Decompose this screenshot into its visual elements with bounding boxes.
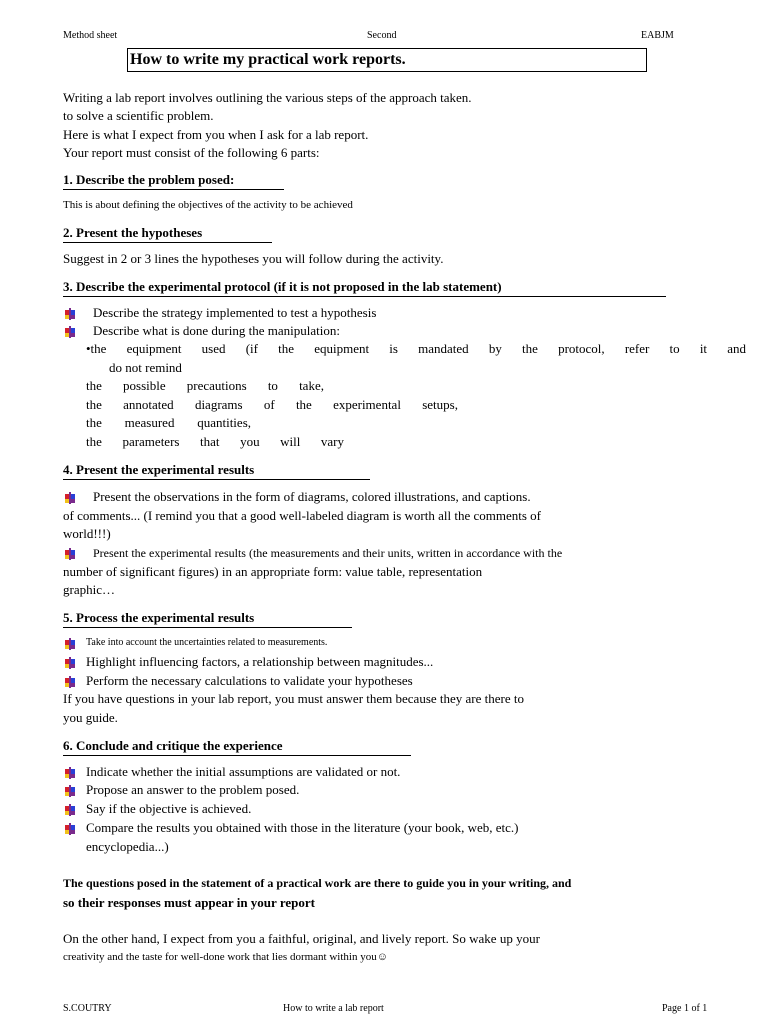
s3-sub-2: the possible precautions to take, [86, 378, 324, 393]
s5-text-1: If you have questions in your lab report, you must answer them because they are there to [63, 691, 524, 706]
bullet-icon [64, 548, 76, 560]
section-3-heading: 3. Describe the experimental protocol (if it is not proposed in the lab statement) [63, 279, 666, 297]
section-5-heading: 5. Process the experimental results [63, 610, 352, 628]
s3-bullet-1: Describe the strategy implemented to test a hypothesis [93, 305, 377, 320]
s4-bullet-2-line-2: number of significant figures) in an appropriate form: value table, representation [63, 564, 483, 579]
bullet-icon [64, 308, 76, 320]
s4-bullet-2-line-1: Present the experimental results (the measurements and their units, written in accordance with the [93, 546, 563, 560]
s5-bullet-1: Take into account the uncertainties related to measurements. [86, 637, 328, 648]
s3-sub-5: the parameters that you will vary [86, 434, 344, 449]
s4-bullet-1-line-3: world!!!) [63, 526, 111, 541]
header-center: Second [367, 30, 397, 41]
closing-line-2: creativity and the taste for well-done work that lies dormant within you☺ [63, 951, 388, 963]
section-1-text: This is about defining the objectives of the activity to be achieved [63, 199, 353, 211]
s6-bullet-2: Propose an answer to the problem posed. [86, 782, 300, 797]
section-4-heading: 4. Present the experimental results [63, 462, 370, 480]
s5-bullet-3: Perform the necessary calculations to validate your hypotheses [86, 673, 413, 688]
s4-bullet-2-line-3: graphic… [63, 582, 115, 597]
bullet-icon [64, 638, 76, 650]
s4-bullet-1-line-1: Present the observations in the form of diagrams, colored illustrations, and captions. [93, 489, 531, 504]
s3-sub-4: the measured quantities, [86, 415, 251, 430]
bullet-icon [64, 804, 76, 816]
section-1-heading: 1. Describe the problem posed: [63, 172, 284, 190]
s5-text-2: you guide. [63, 710, 118, 725]
intro-line-2: to solve a scientific problem. [63, 108, 214, 123]
bold-note-line-2: so their responses must appear in your report [63, 895, 315, 910]
page-title: How to write my practical work reports. [127, 48, 647, 72]
section-2-text: Suggest in 2 or 3 lines the hypotheses you will follow during the activity. [63, 251, 444, 266]
bullet-icon [64, 676, 76, 688]
s6-bullet-1: Indicate whether the initial assumptions are validated or not. [86, 764, 401, 779]
intro-line-3: Here is what I expect from you when I ask for a lab report. [63, 127, 369, 142]
intro-line-4: Your report must consist of the following 6 parts: [63, 145, 320, 160]
bullet-icon [64, 767, 76, 779]
bold-note-line-1: The questions posed in the statement of a practical work are there to guide you in your writing, and [63, 876, 572, 890]
footer-left: S.COUTRY [63, 1003, 112, 1014]
bullet-icon [64, 823, 76, 835]
s5-bullet-2: Highlight influencing factors, a relationship between magnitudes... [86, 654, 434, 669]
s4-bullet-1-line-2: of comments... (I remind you that a good well-labeled diagram is worth all the comments of [63, 508, 541, 523]
s6-bullet-4: Compare the results you obtained with those in the literature (your book, web, etc.) [86, 820, 519, 835]
bullet-icon [64, 492, 76, 504]
section-6-heading: 6. Conclude and critique the experience [63, 738, 411, 756]
header-left: Method sheet [63, 30, 118, 41]
section-2-heading: 2. Present the hypotheses [63, 225, 272, 243]
intro-line-1: Writing a lab report involves outlining the various steps of the approach taken. [63, 90, 472, 105]
s3-sub-1-cont: do not remind [109, 360, 182, 375]
footer-center: How to write a lab report [283, 1003, 384, 1014]
s6-bullet-3: Say if the objective is achieved. [86, 801, 252, 816]
s3-bullet-2: Describe what is done during the manipulation: [93, 323, 340, 338]
closing-line-1: On the other hand, I expect from you a faithful, original, and lively report. So wake up your [63, 931, 540, 946]
header-right: EABJM [641, 30, 674, 41]
s3-sub-1: •the equipment used (if the equipment is mandated by the protocol, refer to it and [86, 341, 746, 356]
footer-right: Page 1 of 1 [662, 1003, 708, 1014]
bullet-icon [64, 785, 76, 797]
bullet-icon [64, 326, 76, 338]
s6-bullet-4-cont: encyclopedia...) [86, 839, 169, 854]
s3-sub-3: the annotated diagrams of the experimental setups, [86, 397, 458, 412]
bullet-icon [64, 657, 76, 669]
